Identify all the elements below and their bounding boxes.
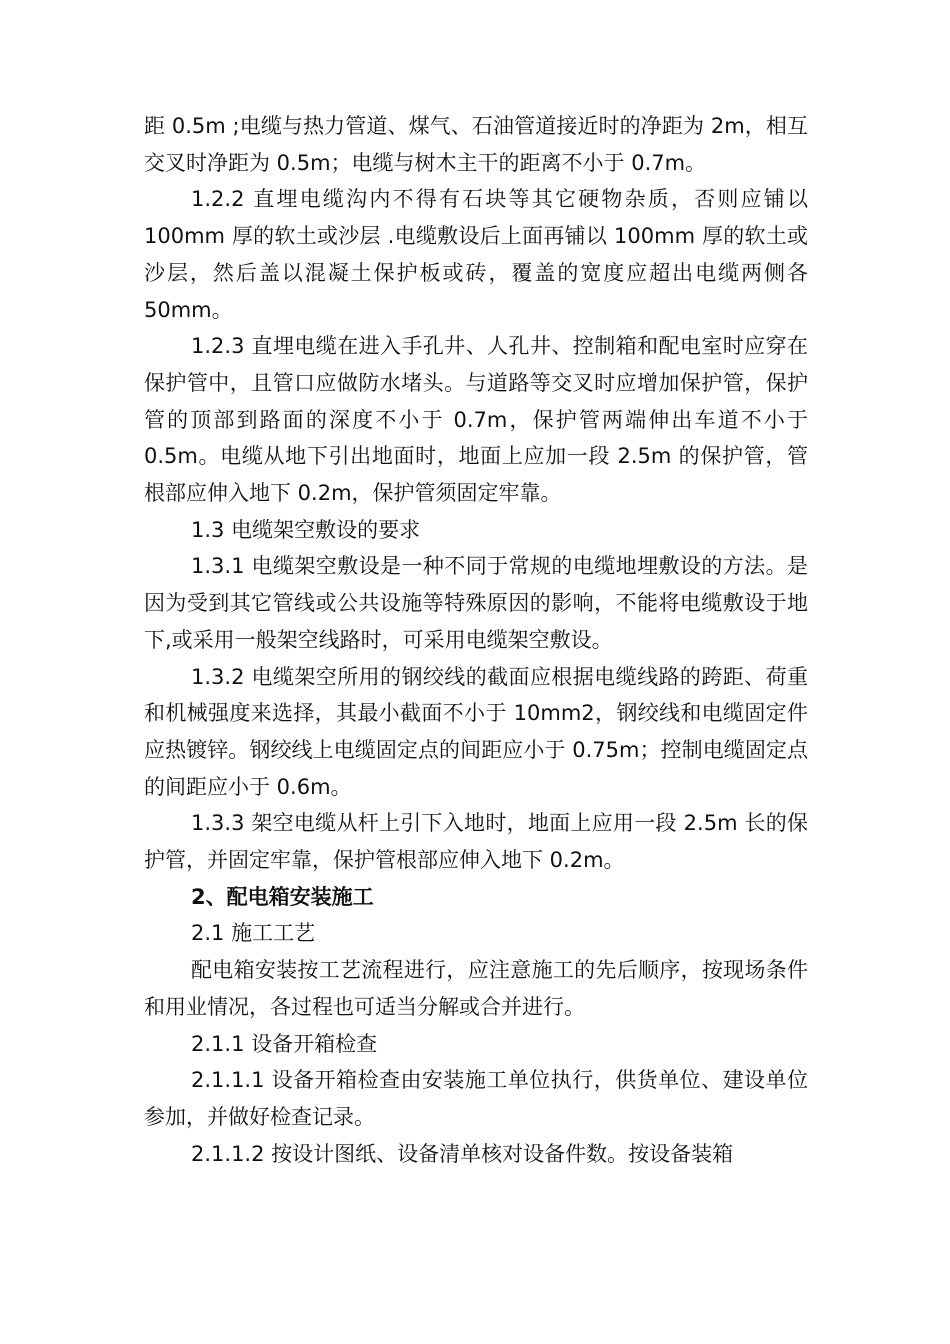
paragraph-cable-clearance: 距 0.5m ;电缆与热力管道、煤气、石油管道接近时的净距为 2m，相互交叉时净距为 0.5m；电缆与树木主干的距离不小于 0.7m。 bbox=[144, 114, 808, 175]
section-heading-1-3: 1.3 电缆架空敷设的要求 bbox=[191, 517, 421, 542]
section-heading-2: 2、配电箱安装施工 bbox=[191, 884, 374, 909]
section-heading-2-1-1: 2.1.1 设备开箱检查 bbox=[191, 1031, 378, 1056]
document-body bbox=[144, 108, 808, 1172]
section-heading-2-1: 2.1 施工工艺 bbox=[191, 921, 316, 946]
paragraph-2-1-1-1: 2.1.1.1 设备开箱检查由安装施工单位执行，供货单位、建设单位参加，并做好检查记录。 bbox=[144, 1068, 808, 1129]
paragraph-1-2-3: 1.2.3 直埋电缆在进入手孔井、人孔井、控制箱和配电室时应穿在保护管中，且管口应做防水堵头。与道路等交叉时应增加保护管，保护管的顶部到路面的深度不小于 0.7m，保护管两端伸出车道不小于 0.5m。电缆从地下引出地面时，地面上应加一段 2.5m 的保护管，管根部应伸入地下 0.2m，保护管须固定牢靠。 bbox=[144, 334, 808, 506]
paragraph-1-3-1: 1.3.1 电缆架空敷设是一种不同于常规的电缆地埋敷设的方法。是因为受到其它管线或公共设施等特殊原因的影响，不能将电缆敷设于地下,或采用一般架空线路时，可采用电缆架空敷设。 bbox=[144, 554, 808, 652]
paragraph-1-3-3: 1.3.3 架空电缆从杆上引下入地时，地面上应用一段 2.5m 长的保护管，并固定牢靠，保护管根部应伸入地下 0.2m。 bbox=[144, 811, 808, 873]
paragraph-2-1-intro: 配电箱安装按工艺流程进行，应注意施工的先后顺序，按现场条件和用业情况，各过程也可适当分解或合并进行。 bbox=[144, 958, 808, 1019]
paragraph-1-3-2: 1.3.2 电缆架空所用的钢绞线的截面应根据电缆线路的跨距、荷重和机械强度来选择，其最小截面不小于 10mm2，钢绞线和电缆固定件应热镀锌。钢绞线上电缆固定点的间距应小于 0.75m；控制电缆固定点的间距应小于 0.6m。 bbox=[144, 664, 808, 799]
paragraph-1-2-2: 1.2.2 直埋电缆沟内不得有石块等其它硬物杂质，否则应铺以 100mm 厚的软土或沙层 .电缆敷设后上面再铺以 100mm 厚的软土或沙层，然后盖以混凝土保护板或砖，覆盖的宽度应超出电缆两侧各 50mm。 bbox=[144, 187, 808, 322]
paragraph-2-1-1-2: 2.1.1.2 按设计图纸、设备清单核对设备件数。按设备装箱 bbox=[191, 1141, 734, 1166]
